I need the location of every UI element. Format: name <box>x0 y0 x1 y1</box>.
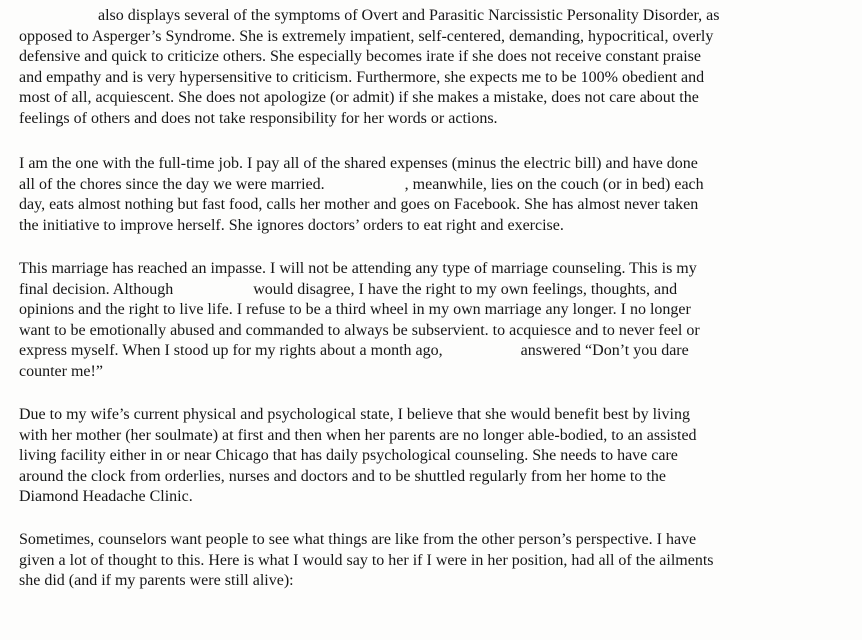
text-line: given a lot of thought to this. Here is what I would say to her if I were in her position, had all of the ailments <box>19 551 714 569</box>
text-line: day, eats almost nothing but fast food, calls her mother and goes on Facebook. She has almost never taken <box>19 196 699 213</box>
text-line-with-redaction <box>19 341 849 362</box>
paragraph-job-and-chores <box>19 154 849 236</box>
text-line: opposed to Asperger’s Syndrome. She is extremely impatient, self-centered, demanding, hypocritical, overly <box>19 27 714 45</box>
text-line: the initiative to improve herself. She ignores doctors’ orders to eat right and exercise. <box>19 216 564 234</box>
paragraph-wife-state <box>19 405 849 508</box>
text-line: Sometimes, counselors want people to see what things are like from the other person’s perspective. I have <box>19 531 697 548</box>
text-line: Diamond Headache Clinic. <box>19 488 193 505</box>
text-fragment: , meanwhile, lies on the couch (or in bed) each <box>404 175 704 193</box>
text-line: she did (and if my parents were still alive): <box>19 572 294 589</box>
text-line: want to be emotionally abused and commanded to always be subservient. to acquiesce and to never feel or <box>19 321 700 339</box>
paragraph-impasse <box>19 259 849 382</box>
text-fragment: would disagree, I have the right to my own feelings, thoughts, and <box>253 280 678 298</box>
text-line: I am the one with the full-time job. I pay all of the shared expenses (minus the electric bill) and have done <box>19 155 698 172</box>
paragraph-perspective <box>19 530 849 592</box>
text-fragment: answered “Don’t you dare <box>520 342 689 359</box>
text-line: most of all, acquiescent. She does not apologize (or admit) if she makes a mistake, does not care about the <box>19 89 699 106</box>
text-fragment: express myself. When I stood up for my rights about a month ago, <box>19 342 443 359</box>
text-line: and empathy and is very hypersensitive to criticism. Furthermore, she expects me to be 100% obedient and <box>19 68 705 86</box>
text-line: feelings of others and does not take responsibility for her words or actions. <box>19 109 498 127</box>
text-line: Due to my wife’s current physical and psychological state, I believe that she would benefit best by living <box>19 406 690 423</box>
text-line: defensive and quick to criticize others. She especially becomes irate if she does not receive constant praise <box>19 48 701 65</box>
text-line: opinions and the right to live life. I refuse to be a third wheel in my own marriage any longer. I no longer <box>19 301 691 318</box>
text-line: also displays several of the symptoms of Overt and Parasitic Narcissistic Personality Disorder, as <box>98 7 720 24</box>
text-fragment: all of the chores since the day we were married. <box>19 175 325 193</box>
text-line: living facility either in or near Chicago that has daily psychological counseling. She needs to have care <box>19 447 678 464</box>
text-line-with-redaction <box>19 280 849 301</box>
paragraph-symptoms <box>19 6 849 129</box>
text-fragment: final decision. Although <box>19 280 174 298</box>
text-line: with her mother (her soulmate) at first and then when her parents are no longer able-bodied, to an assisted <box>19 426 697 444</box>
text-line: counter me!” <box>19 362 103 380</box>
text-line-with-redaction <box>19 175 849 196</box>
text-line: This marriage has reached an impasse. I will not be attending any type of marriage counseling. This is my <box>19 260 697 277</box>
text-line: around the clock from orderlies, nurses and doctors and to be shuttled regularly from her home to the <box>19 467 666 485</box>
